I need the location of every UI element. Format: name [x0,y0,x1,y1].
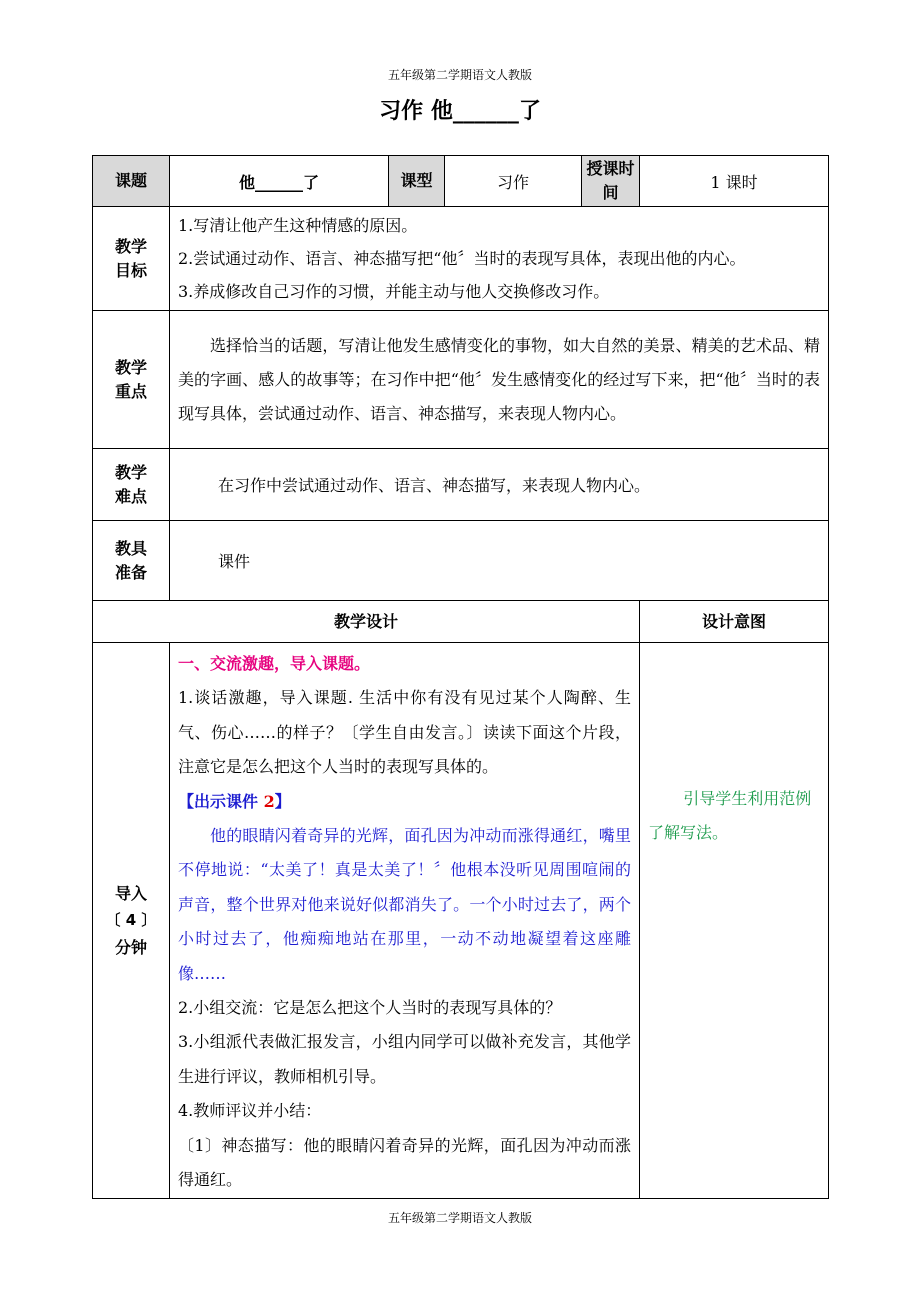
lesson-plan-table [92,155,829,1199]
design-header: 教学设计 [93,601,640,643]
intro-p5: 〔1〕神态描写：他的眼睛闪着奇异的光辉，面孔因为冲动而涨得通红。 [178,1135,631,1190]
difficulties-row [93,449,829,521]
materials-row [93,521,829,601]
materials-label: 教具准备 [93,521,170,601]
intro-p4: 4.教师评议并小结： [178,1101,322,1121]
key-points-text: 选择恰当的话题，写清让他发生感情变化的事物，如大自然的美景、精美的艺术品、精美的字画、感人的故事等；在习作中把“他〞发生感情变化的经过写下来，把“他〞当时的表现写具体，尝试通过动作、语言、神态描写，来表现人物内心。 [170,311,829,449]
time-label: 授课时间 [582,156,640,207]
objectives-row [93,207,829,311]
intent-header: 设计意图 [640,601,829,643]
page-title: 习作 他______了 [379,99,541,124]
running-footer: 五年级第二学期语文人教版 [387,1211,532,1225]
intro-label [93,643,170,1199]
intro-content [170,643,640,1199]
time-value: 1 课时 [640,156,829,207]
info-row [93,156,829,207]
topic-label: 课题 [93,156,170,207]
intro-row [93,643,829,1199]
courseware-number: 2 [263,791,275,811]
difficulties-label: 教学难点 [93,449,170,521]
running-header: 五年级第二学期语文人教版 [387,68,532,82]
intro-label-line2: 〔 4 〕 [105,910,157,929]
intro-section-title: 一、交流激趣，导入课题。 [178,654,371,673]
objective-item: 1.写清让他产生这种情感的原因。 [178,216,418,235]
intro-label-line3: 分钟 [114,937,147,957]
intro-p2: 2.小组交流：它是怎么把这个人当时的表现写具体的？ [178,998,562,1018]
intro-label-line1: 导入 [114,883,147,903]
key-points-row [93,311,829,449]
materials-text: 课件 [170,521,829,601]
type-value: 习作 [445,156,582,207]
courseware-suffix: 】 [274,791,291,811]
intro-p1: 1.谈话激趣，导入课题. 生活中你有没有见过某个人陶醉、生气、伤心……的样子？〔学生自由发言。〕读读下面这个片段，注意它是怎么把这个人当时的表现写具体的。 [178,688,631,777]
key-points-label: 教学重点 [93,311,170,449]
difficulties-text: 在习作中尝试通过动作、语言、神态描写，来表现人物内心。 [170,449,829,521]
design-header-row [93,601,829,643]
topic-value: 他______了 [170,156,389,207]
intro-excerpt: 他的眼睛闪着奇异的光辉，面孔因为冲动而涨得通红，嘴里不停地说：“太美了！真是太美了！〞他根本没听见周围喧闹的声音，整个世界对他来说好似都消失了。一个小时过去了，两个小时过去了，他痴痴地站在那里，一动不动地凝望着这座雕像…… [178,826,631,983]
objectives-label: 教学目标 [93,207,170,311]
objectives-content [170,207,829,311]
intro-intent: 引导学生利用范例了解写法。 [640,643,829,1199]
courseware-marker [178,785,631,819]
courseware-prefix: 【出示课件 [178,791,264,811]
objective-item: 2.尝试通过动作、语言、神态描写把“他〞当时的表现写具体，表现出他的内心。 [178,249,746,268]
objective-item: 3.养成修改自己习作的习惯，并能主动与他人交换修改习作。 [178,282,610,301]
type-label: 课型 [389,156,445,207]
intro-p3: 3.小组派代表做汇报发言，小组内同学可以做补充发言，其他学生进行评议，教师相机引导。 [178,1032,631,1086]
